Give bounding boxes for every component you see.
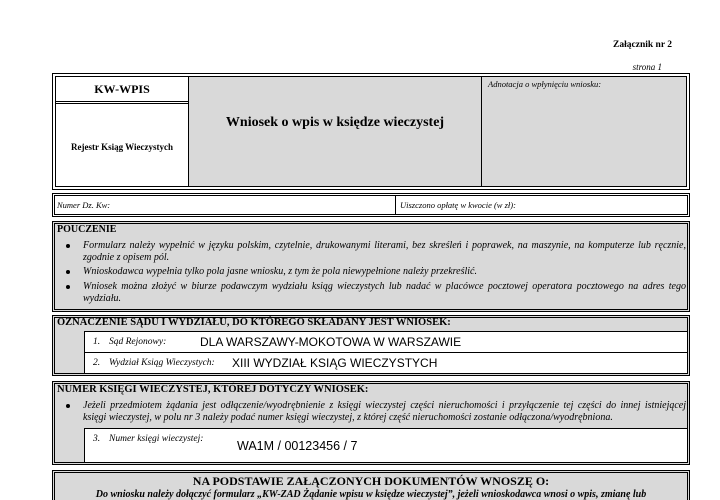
request-section bbox=[52, 470, 690, 500]
instruction-item bbox=[83, 266, 686, 278]
instructions-heading: POUCZENIE bbox=[57, 224, 117, 235]
note-line: księgi wieczystej, w polu nr 3 należy podać numer księgi wieczystej, z której część nieruchomości zostanie odłączona/wyodrębniona. bbox=[83, 412, 613, 423]
district-court-row bbox=[85, 332, 687, 352]
instruction-item bbox=[83, 281, 686, 305]
land-register-section bbox=[52, 381, 690, 465]
land-register-heading: NUMER KSIĘGI WIECZYSTEJ, KTÓREJ DOTYCZY WNIOSEK: bbox=[57, 384, 369, 395]
instruction-line: Wniosek można złożyć w biurze podawczym wydziału ksiąg wieczystych lub nadać w placówce pocztowej operatora pocztowego na adres tego bbox=[83, 281, 686, 292]
filing-row bbox=[52, 193, 690, 217]
page-number: strona 1 bbox=[632, 62, 662, 72]
journal-number-field[interactable] bbox=[55, 196, 396, 214]
instruction-line: Formularz należy wypełnić w języku polskim, czytelnie, drukowanymi literami, bez skreśleń i poprawek, na maszynie, na komputerze lub ręcznie, bbox=[83, 240, 686, 251]
instruction-line: Wnioskodawca wypełnia tylko pola jasne wniosku, z tym że pola niewypełnione należy przekreślić. bbox=[83, 266, 477, 277]
land-register-number-value[interactable]: WA1M / 00123456 / 7 bbox=[237, 439, 358, 453]
form-title-cell bbox=[189, 77, 482, 186]
instruction-line: wydziału. bbox=[83, 293, 122, 304]
land-register-number-label: Numer księgi wieczystej: bbox=[109, 434, 204, 444]
instructions-section bbox=[52, 221, 690, 312]
court-section bbox=[52, 315, 690, 376]
bullet-icon bbox=[66, 270, 70, 274]
district-court-label: Sąd Rejonowy: bbox=[109, 337, 167, 347]
fee-field[interactable] bbox=[396, 196, 687, 214]
field-number: 1. bbox=[93, 337, 101, 347]
attachment-label: Załącznik nr 2 bbox=[613, 40, 672, 50]
court-fields bbox=[84, 331, 687, 373]
bullet-icon bbox=[66, 244, 70, 248]
form-header bbox=[52, 73, 690, 190]
department-value[interactable]: XIII WYDZIAŁ KSIĄG WIECZYSTYCH bbox=[232, 356, 438, 370]
form-title: Wniosek o wpis w księdze wieczystej bbox=[225, 114, 445, 130]
department-label: Wydział Ksiąg Wieczystych: bbox=[109, 358, 215, 368]
bullet-icon bbox=[66, 285, 70, 289]
district-court-value[interactable]: DLA WARSZAWY-MOKOTOWA W WARSZAWIE bbox=[200, 335, 462, 349]
field-number: 2. bbox=[93, 358, 101, 368]
department-row bbox=[85, 352, 687, 373]
land-register-note bbox=[83, 400, 686, 424]
court-heading: OZNACZENIE SĄDU I WYDZIAŁU, DO KTÓREGO SKŁADANY JEST WNIOSEK: bbox=[57, 317, 451, 328]
register-name: Rejestr Ksiąg Wieczystych bbox=[71, 141, 173, 152]
receipt-annotation-label: Adnotacja o wpłynięciu wniosku: bbox=[488, 79, 602, 89]
note-line: Jeżeli przedmiotem żądania jest odłączenie/wyodrębnienie z księgi wieczystej części nieruchomości i przyłączenie tej części do innej istniejącej bbox=[83, 400, 686, 411]
bullet-icon bbox=[66, 404, 70, 408]
journal-number-label: Numer Dz. Kw: bbox=[57, 200, 111, 210]
field-number: 3. bbox=[93, 434, 101, 444]
instruction-line: zgodnie z opisem pól. bbox=[83, 252, 170, 263]
fee-label: Uiszczono opłatę w kwocie (w zł): bbox=[400, 200, 516, 210]
request-note: Do wniosku należy dołączyć formularz „KW-ZAD Żądanie wpisu w księdze wieczystej”, jeżeli wnioskodawca wnosi o wpis, zmianę lub bbox=[95, 489, 647, 500]
instructions-list bbox=[83, 240, 686, 305]
land-register-number-field bbox=[84, 428, 687, 462]
form-id-cell bbox=[56, 77, 189, 186]
receipt-annotation-field[interactable] bbox=[482, 77, 686, 186]
form-code: KW-WPIS bbox=[56, 77, 188, 104]
instruction-item bbox=[83, 240, 686, 264]
request-heading: NA PODSTAWIE ZAŁĄCZONYCH DOKUMENTÓW WNOSZĘ O: bbox=[192, 474, 550, 488]
